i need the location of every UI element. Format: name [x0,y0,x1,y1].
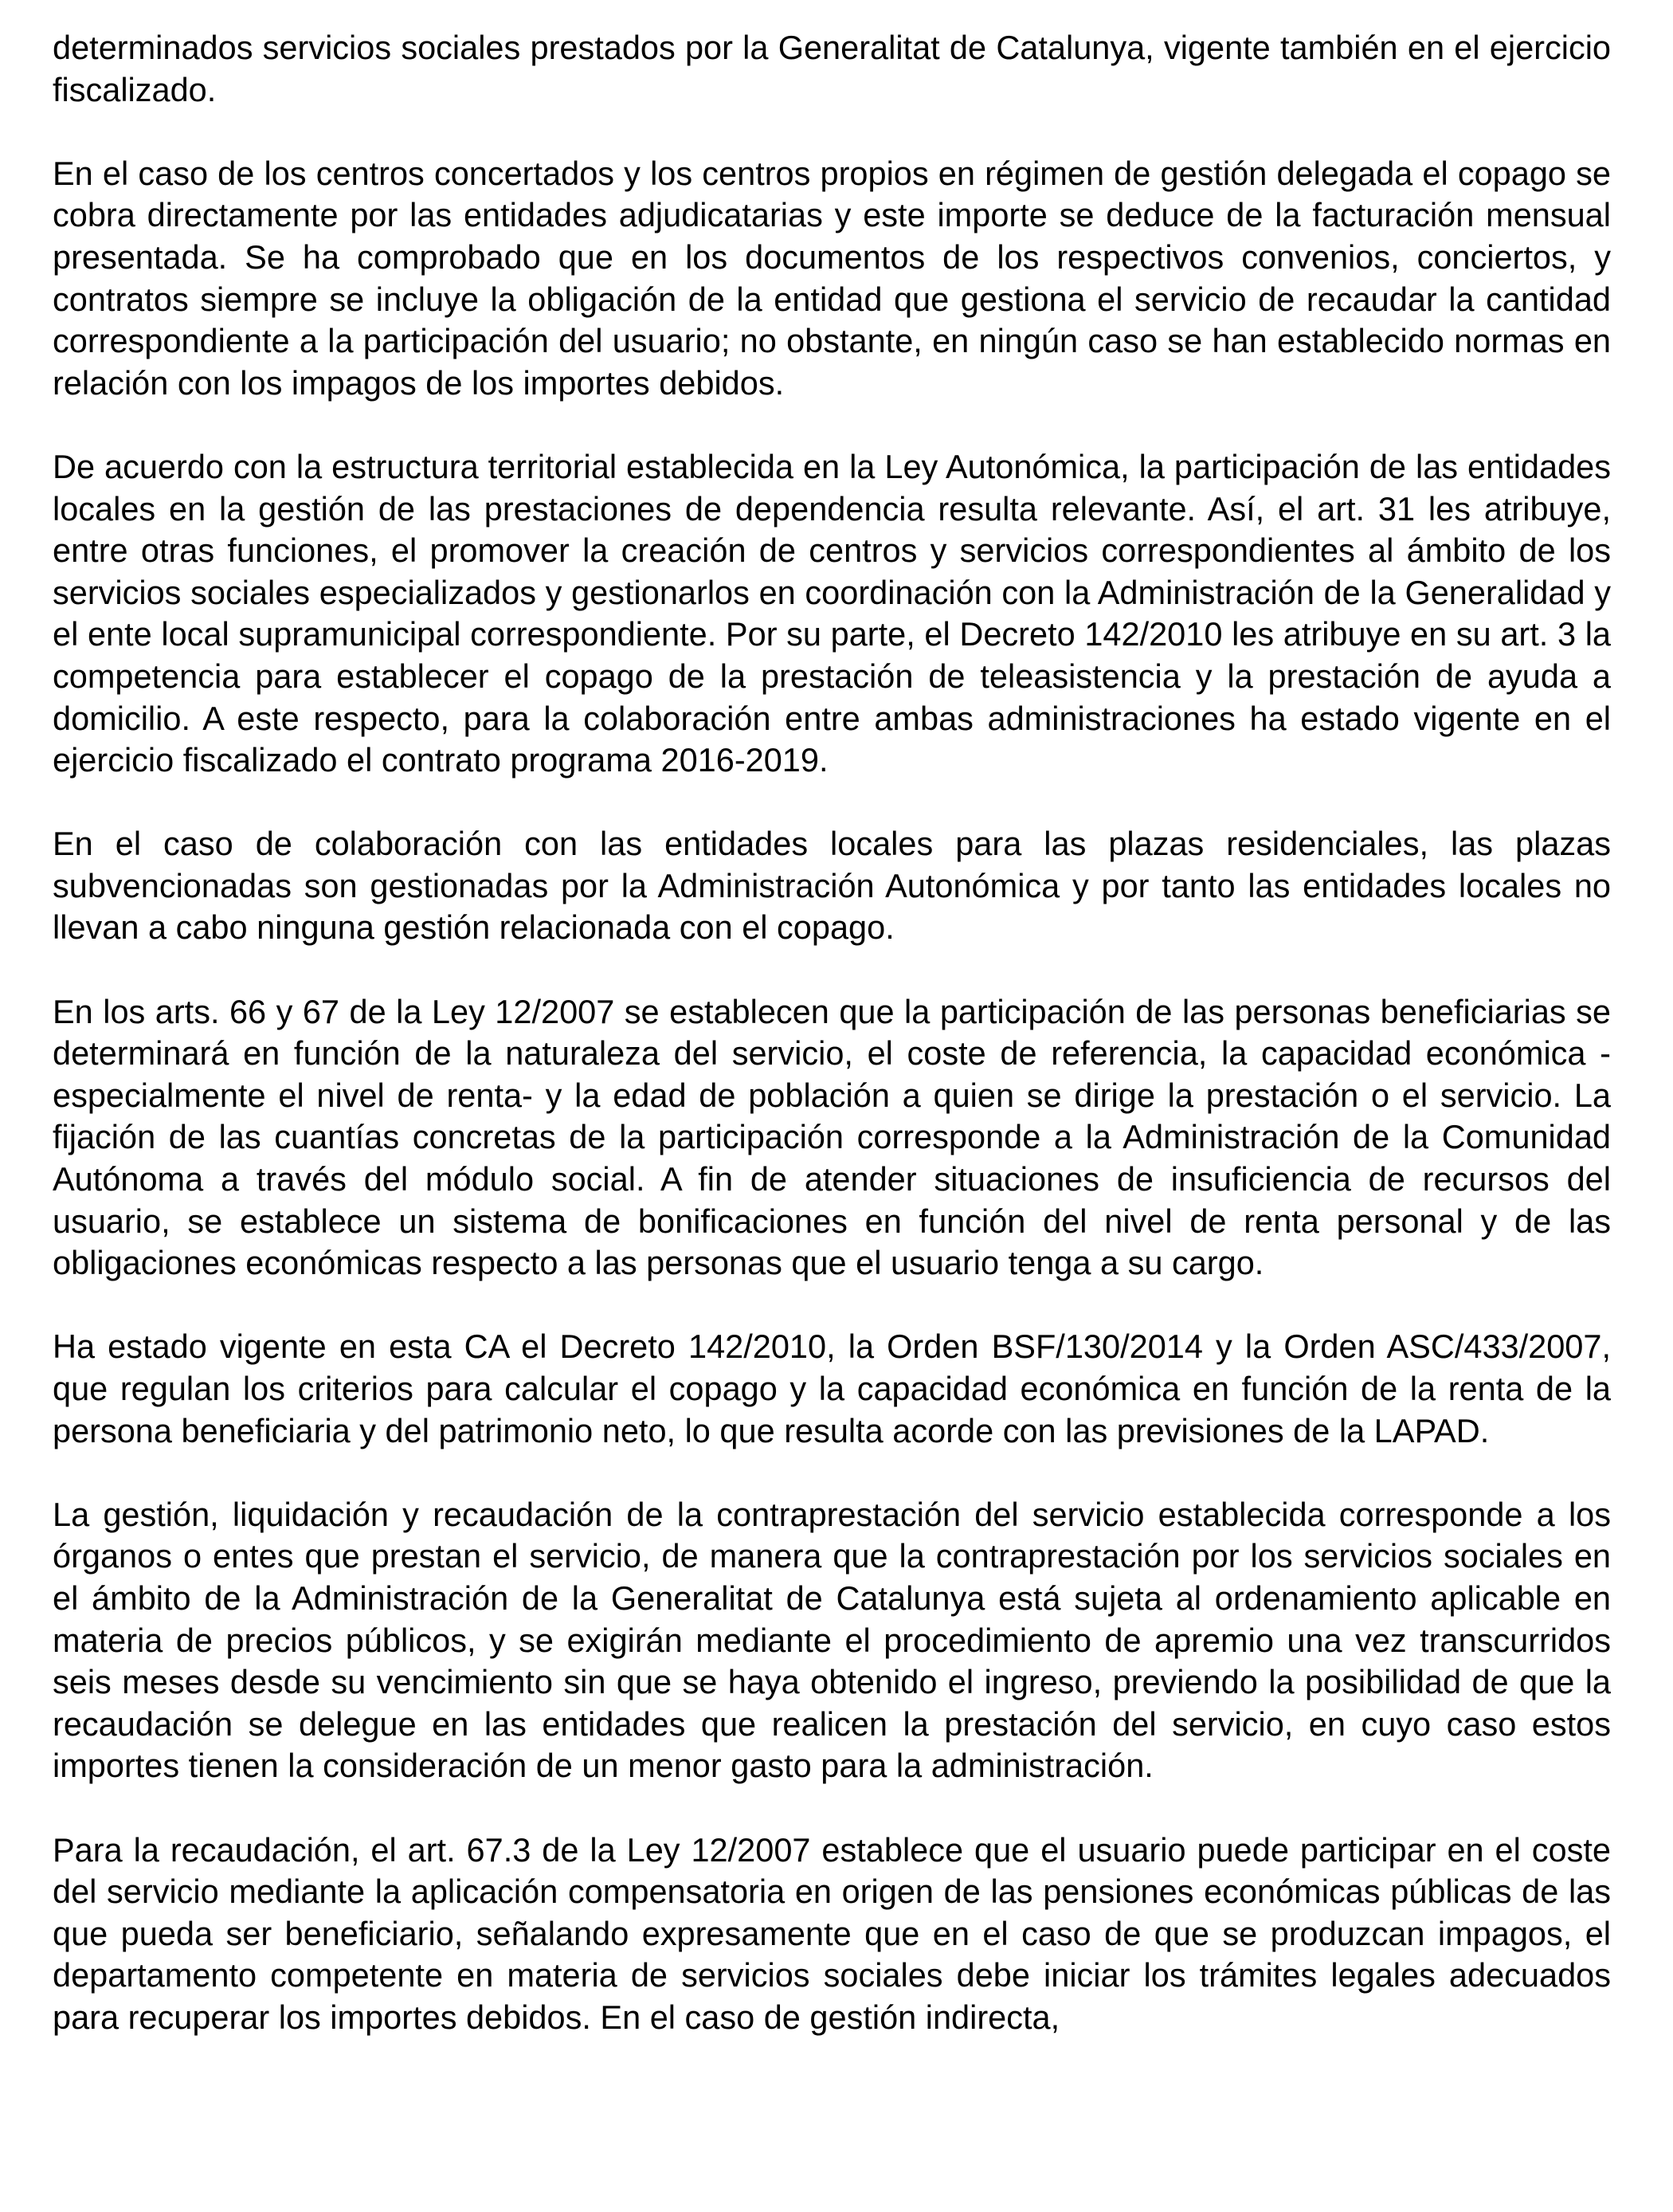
paragraph-8: Para la recaudación, el art. 67.3 de la Ley 12/2007 establece que el usuario puede participar en el coste del servicio mediante la aplicación compensatoria en origen de las pensiones económicas públicas de las que pueda ser beneficiario, señalando expresamente que en el caso de que se produzcan impagos, el departamento competente en materia de servicios sociales debe iniciar los trámites legales adecuados para recuperar los importes debidos. En el caso de gestión indirecta, [53,1830,1611,2036]
paragraph-2: En el caso de los centros concertados y los centros propios en régimen de gestión delegada el copago se cobra directamente por las entidades adjudicatarias y este importe se deduce de la facturación mensual presentada. Se ha comprobado que en los documentos de los respectivos convenios, conciertos, y contratos siempre se incluye la obligación de la entidad que gestiona el servicio de recaudar la cantidad correspondiente a la participación del usuario; no obstante, en ningún caso se han establecido normas en relación con los impagos de los importes debidos. [53,154,1611,402]
paragraph-5: En los arts. 66 y 67 de la Ley 12/2007 se establecen que la participación de las personas beneficiarias se determinará en función de la naturaleza del servicio, el coste de referencia, la capacidad económica -especialmente el nivel de renta- y la edad de población a quien se dirige la prestación o el servicio. La fijación de las cuantías concretas de la participación corresponde a la Administración de la Comunidad Autónoma a través del módulo social. A fin de atender situaciones de insuficiencia de recursos del usuario, se establece un sistema de bonificaciones en función del nivel de renta personal y de las obligaciones económicas respecto a las personas que el usuario tenga a su cargo. [53,992,1611,1282]
paragraph-7: La gestión, liquidación y recaudación de la contraprestación del servicio establecida corresponde a los órganos o entes que prestan el servicio, de manera que la contraprestación por los servicios sociales en el ámbito de la Administración de la Generalitat de Catalunya está sujeta al ordenamiento aplicable en materia de precios públicos, y se exigirán mediante el procedimiento de apremio una vez transcurridos seis meses desde su vencimiento sin que se haya obtenido el ingreso, previendo la posibilidad de que la recaudación se delegue en las entidades que realicen la prestación del servicio, en cuyo caso estos importes tienen la consideración de un menor gasto para la administración. [53,1495,1611,1785]
paragraph-3: De acuerdo con la estructura territorial establecida en la Ley Autonómica, la participación de las entidades locales en la gestión de las prestaciones de dependencia resulta relevante. Así, el art. 31 les atribuye, entre otras funciones, el promover la creación de centros y servicios correspondientes al ámbito de los servicios sociales especializados y gestionarlos en coordinación con la Administración de la Generalidad y el ente local supramunicipal correspondiente. Por su parte, el Decreto 142/2010 les atribuye en su art. 3 la competencia para establecer el copago de la prestación de teleasistencia y la prestación de ayuda a domicilio. A este respecto, para la colaboración entre ambas administraciones ha estado vigente en el ejercicio fiscalizado el contrato programa 2016-2019. [53,447,1611,779]
paragraph-4: En el caso de colaboración con las entidades locales para las plazas residenciales, las plazas subvencionadas son gestionadas por la Administración Autonómica y por tanto las entidades locales no llevan a cabo ninguna gestión relacionada con el copago. [53,825,1611,947]
paragraph-6: Ha estado vigente en esta CA el Decreto 142/2010, la Orden BSF/130/2014 y la Orden ASC/433/2007, que regulan los criterios para calcular el copago y la capacidad económica en función de la renta de la persona beneficiaria y del patrimonio neto, lo que resulta acorde con las previsiones de la LAPAD. [53,1328,1611,1449]
paragraph-1: determinados servicios sociales prestados por la Generalitat de Catalunya, vigente también en el ejercicio fiscalizado. [53,29,1611,108]
document-body [53,27,1611,2039]
